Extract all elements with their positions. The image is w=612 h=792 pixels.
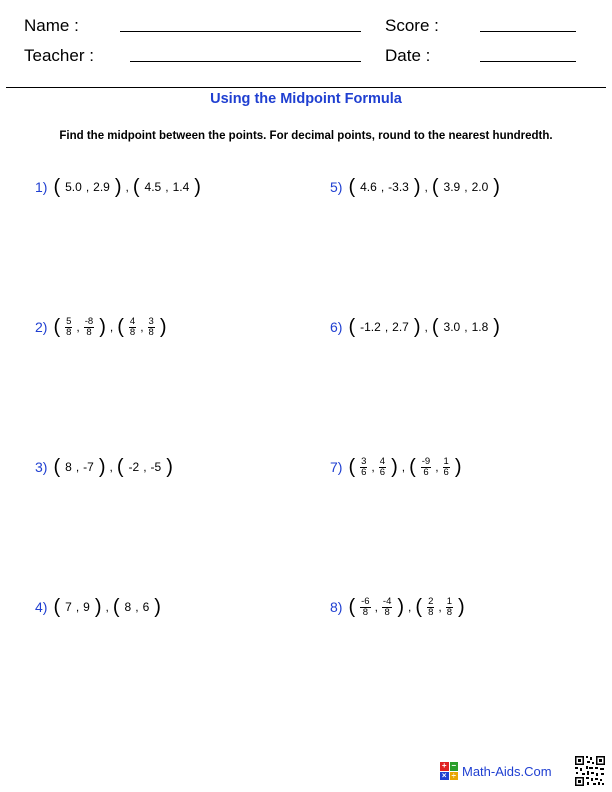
fraction-numerator: 4 xyxy=(379,455,386,467)
close-paren: ) xyxy=(159,316,167,338)
header-divider xyxy=(6,87,606,88)
close-paren: ) xyxy=(194,176,201,198)
comma: , xyxy=(464,180,468,194)
point-2 xyxy=(115,457,175,477)
fraction-denominator: 8 xyxy=(362,606,368,618)
open-paren: ( xyxy=(431,176,439,198)
open-paren: ( xyxy=(348,176,356,198)
open-paren: ( xyxy=(53,596,61,618)
point-1 xyxy=(346,597,406,618)
coordinate-value: -3.3 xyxy=(388,180,409,194)
point-2 xyxy=(430,177,502,197)
fraction-denominator: 8 xyxy=(148,326,154,338)
close-paren: ) xyxy=(397,596,405,618)
fraction-numerator: -4 xyxy=(382,595,392,607)
logo-glyph: ÷ xyxy=(450,772,459,781)
open-paren: ( xyxy=(53,176,61,198)
comma: , xyxy=(435,460,439,474)
logo-glyph: + xyxy=(441,761,447,771)
close-paren: ) xyxy=(413,176,421,198)
coordinate-value: 2.7 xyxy=(392,320,409,334)
point-1 xyxy=(51,317,107,338)
coordinate-value: 4.6 xyxy=(360,180,377,194)
open-paren: ( xyxy=(348,456,356,478)
close-paren: ) xyxy=(454,456,462,478)
fraction-numerator: 2 xyxy=(428,595,434,607)
fraction xyxy=(360,457,367,478)
logo-glyph: − xyxy=(451,761,457,771)
fraction-numerator: 1 xyxy=(446,595,452,607)
close-paren: ) xyxy=(493,316,500,338)
open-paren: ( xyxy=(53,456,61,478)
problem-number: 2) xyxy=(35,319,48,335)
teacher-field[interactable] xyxy=(130,61,361,62)
fraction xyxy=(65,317,72,338)
coordinate-value: -7 xyxy=(83,460,94,474)
close-paren: ) xyxy=(99,316,106,338)
point-1 xyxy=(51,177,123,197)
fraction-denominator: 8 xyxy=(384,606,390,618)
fraction xyxy=(129,317,136,338)
fraction xyxy=(379,457,386,478)
problem-number: 3) xyxy=(35,459,48,475)
coordinate-value: -1.2 xyxy=(360,320,381,334)
problem-number: 4) xyxy=(35,599,48,615)
coordinate-value: 1.4 xyxy=(172,180,190,194)
fraction-denominator: 8 xyxy=(428,606,434,618)
footer-logo xyxy=(440,762,552,780)
point-2 xyxy=(430,317,502,337)
fraction xyxy=(84,317,94,338)
close-paren: ) xyxy=(166,456,173,478)
problem-number: 8) xyxy=(330,599,343,615)
fraction-numerator: 5 xyxy=(66,315,72,327)
problem-number: 7) xyxy=(330,459,343,475)
fraction-denominator: 6 xyxy=(423,466,429,478)
coordinate-value: 3.9 xyxy=(443,180,461,194)
fraction-denominator: 6 xyxy=(379,466,386,478)
coordinate-value: 7 xyxy=(65,600,72,614)
brand-name: Math-Aids.Com xyxy=(462,763,552,779)
date-field[interactable] xyxy=(480,61,576,62)
comma: , xyxy=(464,320,468,334)
fraction-denominator: 8 xyxy=(129,326,136,338)
problem-item xyxy=(330,172,502,202)
coordinate-value: 2.0 xyxy=(471,180,489,194)
close-paren: ) xyxy=(493,176,500,198)
open-paren: ( xyxy=(348,596,356,618)
open-paren: ( xyxy=(112,596,120,618)
fraction xyxy=(446,597,453,618)
point-separator: , xyxy=(424,180,428,194)
point-2 xyxy=(131,177,203,197)
point-2 xyxy=(115,317,168,338)
point-2 xyxy=(111,597,163,617)
coordinate-value: 5.0 xyxy=(65,180,82,194)
point-separator: , xyxy=(125,180,129,194)
point-separator: , xyxy=(105,600,109,614)
fraction-denominator: 6 xyxy=(361,466,367,478)
open-paren: ( xyxy=(409,456,416,478)
fraction-denominator: 8 xyxy=(66,326,72,338)
coordinate-value: -2 xyxy=(128,460,140,474)
problem-item xyxy=(35,172,203,202)
point-separator: , xyxy=(109,460,113,474)
qr-code-icon xyxy=(574,755,606,787)
comma: , xyxy=(135,600,139,614)
fraction-numerator: 3 xyxy=(148,315,154,327)
open-paren: ( xyxy=(415,596,423,618)
comma: , xyxy=(165,180,169,194)
score-label: Score : xyxy=(385,16,439,35)
open-paren: ( xyxy=(132,176,140,198)
close-paren: ) xyxy=(114,176,122,198)
comma: , xyxy=(380,180,385,194)
worksheet-title: Using the Midpoint Formula xyxy=(210,91,402,107)
point-separator: , xyxy=(401,460,406,474)
coordinate-value: 3.0 xyxy=(443,320,461,334)
close-paren: ) xyxy=(154,596,161,618)
problem-item xyxy=(330,452,464,482)
point-separator: , xyxy=(424,320,428,334)
fraction xyxy=(360,597,370,618)
close-paren: ) xyxy=(94,596,102,618)
comma: , xyxy=(374,600,378,614)
fraction xyxy=(427,597,434,618)
close-paren: ) xyxy=(391,456,398,478)
problem-item xyxy=(35,312,169,342)
date-label: Date : xyxy=(385,46,431,65)
point-1 xyxy=(51,457,107,477)
point-1 xyxy=(346,317,422,337)
logo-glyph: × xyxy=(441,770,447,780)
fraction-denominator: 8 xyxy=(86,326,92,338)
coordinate-value: 9 xyxy=(83,600,90,614)
open-paren: ( xyxy=(348,316,356,338)
comma: , xyxy=(371,460,375,474)
coordinate-value: 8 xyxy=(124,600,132,614)
close-paren: ) xyxy=(98,456,106,478)
problem-item xyxy=(330,592,467,622)
score-field[interactable] xyxy=(480,31,576,32)
open-paren: ( xyxy=(116,456,124,478)
comma: , xyxy=(143,460,147,474)
name-field[interactable] xyxy=(120,31,361,32)
coordinate-value: 1.8 xyxy=(471,320,489,334)
fraction-numerator: -8 xyxy=(84,315,94,327)
coordinate-value: 6 xyxy=(142,600,150,614)
open-paren: ( xyxy=(431,316,439,338)
problem-item xyxy=(330,312,502,342)
fraction-numerator: -9 xyxy=(421,455,431,467)
comma: , xyxy=(75,600,80,614)
coordinate-value: 2.9 xyxy=(93,180,110,194)
fraction xyxy=(382,597,392,618)
problem-number: 1) xyxy=(35,179,48,195)
coordinate-value: 8 xyxy=(65,460,72,474)
problem-item xyxy=(35,592,163,622)
coordinate-value: 4.5 xyxy=(144,180,162,194)
fraction-numerator: 3 xyxy=(361,455,367,467)
fraction xyxy=(148,317,155,338)
math-aids-logo-icon xyxy=(440,762,458,780)
fraction xyxy=(443,457,450,478)
fraction xyxy=(421,457,431,478)
fraction-numerator: 4 xyxy=(129,315,136,327)
worksheet-instructions: Find the midpoint between the points. For decimal points, round to the nearest hundredth. xyxy=(59,130,553,142)
teacher-label: Teacher : xyxy=(24,46,94,65)
close-paren: ) xyxy=(458,596,465,618)
comma: , xyxy=(85,180,90,194)
comma: , xyxy=(75,460,80,474)
problem-number: 5) xyxy=(330,179,343,195)
problem-number: 6) xyxy=(330,319,343,335)
point-separator: , xyxy=(109,320,114,334)
coordinate-value: -5 xyxy=(150,460,162,474)
comma: , xyxy=(384,320,389,334)
point-2 xyxy=(413,597,466,618)
comma: , xyxy=(76,320,80,334)
fraction-numerator: 1 xyxy=(443,455,449,467)
point-separator: , xyxy=(408,600,412,614)
open-paren: ( xyxy=(117,316,124,338)
open-paren: ( xyxy=(53,316,61,338)
close-paren: ) xyxy=(413,316,421,338)
comma: , xyxy=(140,320,144,334)
fraction-denominator: 8 xyxy=(446,606,452,618)
name-label: Name : xyxy=(24,16,79,35)
point-1 xyxy=(51,597,103,617)
comma: , xyxy=(438,600,442,614)
fraction-numerator: -6 xyxy=(361,595,370,607)
problem-item xyxy=(35,452,175,482)
point-1 xyxy=(346,177,422,197)
point-2 xyxy=(407,457,463,478)
fraction-denominator: 6 xyxy=(443,466,449,478)
point-1 xyxy=(346,457,399,478)
